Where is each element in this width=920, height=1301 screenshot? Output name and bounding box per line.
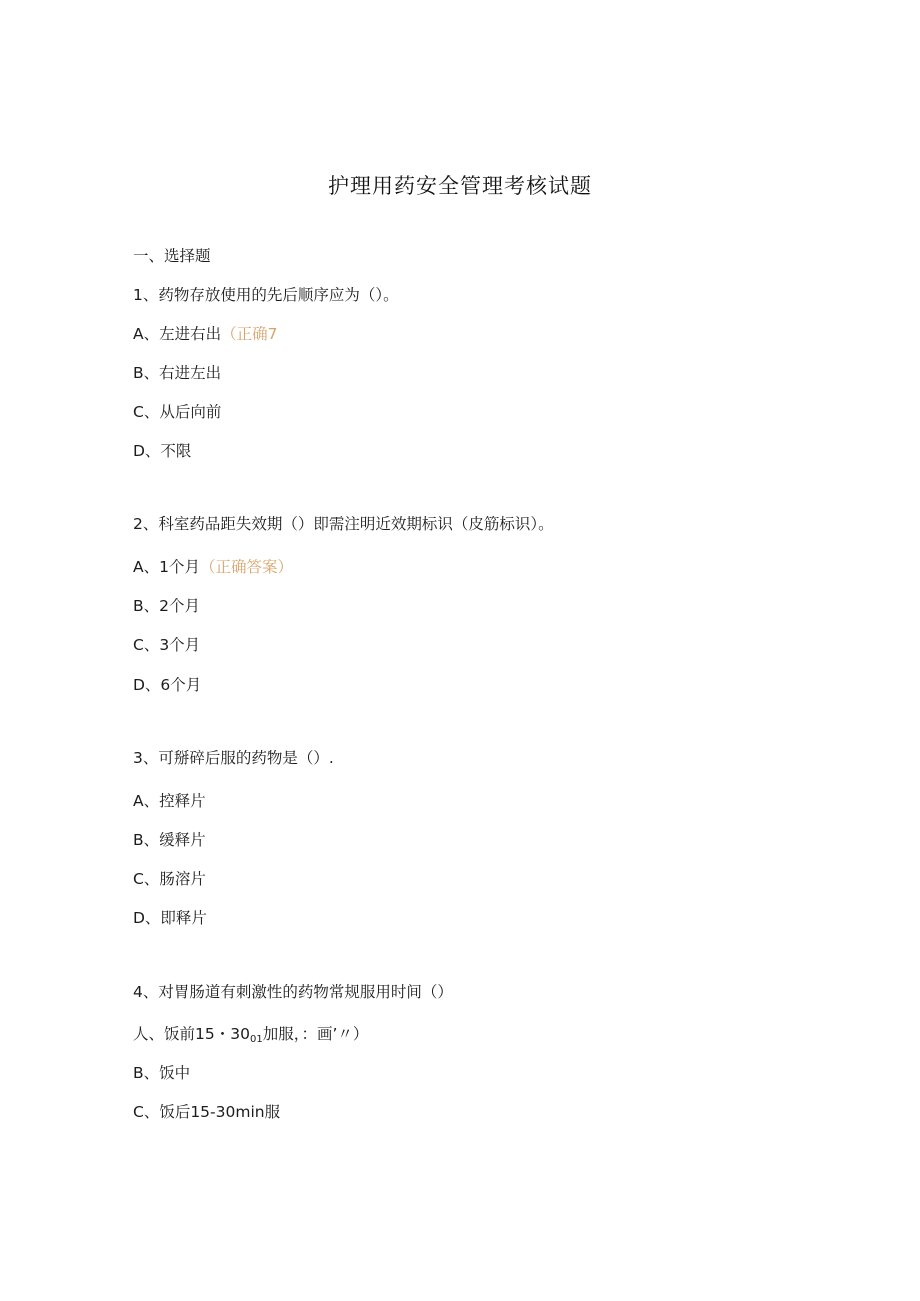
question-1-option-a <box>133 324 277 344</box>
question-1-option-d: D、不限 <box>133 442 192 460</box>
correct-answer-note: （正确答案） <box>199 558 293 576</box>
option-subscript: 01 <box>249 1034 263 1045</box>
option-text: A、1个月 <box>133 558 200 576</box>
question-2-option-c: C、3个月 <box>133 636 201 654</box>
option-text: A、左进右出 <box>133 325 222 343</box>
question-2-stem: 2、科室药品距失效期（）即需注明近效期标识（皮筋标识）。 <box>133 515 554 533</box>
question-2-option-b: B、2个月 <box>133 597 200 615</box>
question-4-stem: 4、对胃肠道有刺激性的药物常规服用时间（） <box>133 983 453 1001</box>
question-2-option-d: D、6个月 <box>133 676 202 694</box>
question-3-option-a: A、控释片 <box>133 792 206 810</box>
question-1-option-c: C、从后向前 <box>133 403 222 421</box>
question-3-option-d: D、即释片 <box>133 909 207 927</box>
option-tail: 加服，：画’〃） <box>262 1025 369 1043</box>
question-2-option-a <box>133 557 293 577</box>
question-4-option-b: B、饭中 <box>133 1064 191 1082</box>
question-3-option-b: B、缓释片 <box>133 831 206 849</box>
section-heading: 一、选择题 <box>133 247 211 265</box>
question-4-option-a <box>133 1024 368 1050</box>
correct-answer-note: （正确7 <box>221 325 278 343</box>
option-text: 人、饭前15・30 <box>133 1025 250 1043</box>
question-1-option-b: B、右进左出 <box>133 364 222 382</box>
question-3-option-c: C、肠溶片 <box>133 870 206 888</box>
question-3-stem: 3、可掰碎后服的药物是（）. <box>133 749 334 767</box>
page-title: 护理用药安全管理考核试题 <box>328 174 592 198</box>
question-4-option-c: C、饭后15-30min服 <box>133 1103 281 1121</box>
question-1-stem: 1、药物存放使用的先后顺序应为（）。 <box>133 286 399 304</box>
